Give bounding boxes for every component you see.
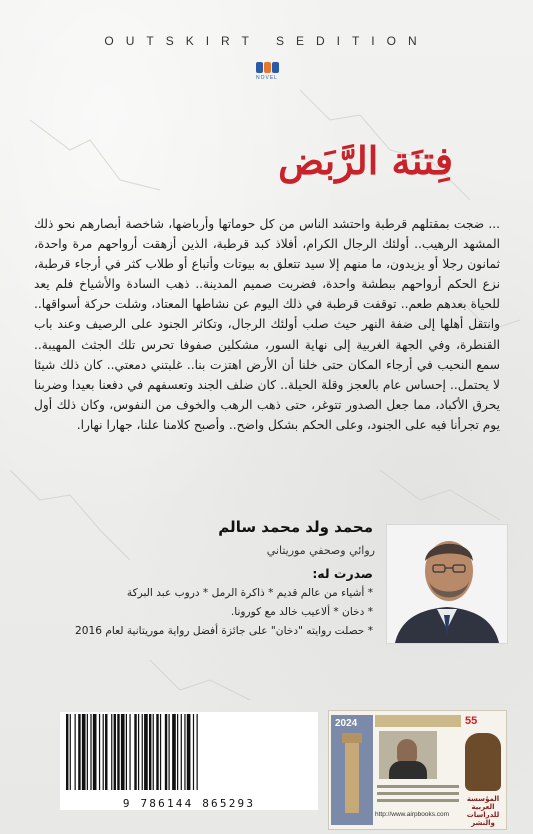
imprint-logo xyxy=(254,62,280,81)
yearbook-year: 2024 xyxy=(335,718,358,729)
publication-item: * حصلت روايته "دخان" على جائزة أفضل رواية موريتانية لعام 2016 xyxy=(75,625,373,637)
author-role: روائي وصحفي موريتاني xyxy=(266,544,375,557)
book-title: فِتنَة الرَّبَض xyxy=(278,138,453,183)
isbn-digits: 9 786144 865293 xyxy=(122,797,256,810)
author-portrait-image xyxy=(387,525,507,643)
back-cover-blurb xyxy=(34,214,500,435)
mask-artwork-image xyxy=(465,733,501,791)
imprint-logo-icon xyxy=(254,62,280,73)
blurb-text: ... ضجت بمقتلهم قرطبة واحتشد الناس من كل حوماتها وأرباضها، شاخصة أبصارهم نحو ذلك المشهد الرهيب.. أولئك الرجال الكرام، أفلاذ كبد قرطبة، الذين أزهقت أرواحهم مرة واحدة، ثمانون رجلا أو يزيدون، ما منهم إلا سيد تتعلق به بيوتات وأتباع أو طلاب كثر في أرجاء قرطبة، نزع الحكم أرواحهم ببطشة واحدة، فضربت صميم المدينة.. ذهب السادة والأشياخ فلم يعد للحياة بعدهم طعم.. توقفت قرطبة في ذلك اليوم عن نشاطها المعتاد، وشلت حركة أسواقها.. وانتقل أهلها إلى ضفة النهر حيث صلب أولئك الرجال، وتكاثر الجنود على الرصيف وعند باب القنطرة، وفي الجهة الغربية إلى نهاية السور، مشكلين صفوفا تحرس تلك الجثث المهيبة.. سمع النحيب في أرجاء المكان حتى خلنا أن الأرض اهتزت بنا.. غلبتني دمعتي.. كان ذلك شيئا لا يحتمل.. إحساس عام بالعجز وقلة الحيلة.. كان ضلف الجند وتعسفهم في دفعنا بعيدا وضربنا يحرق الأكباد، مما جعل الصدور تتوغر، حتى ذهب الرهب والخوف من النفوس، وكان ذلك أول يوم تجرأنا فيه على الجنود، وعلى الحكم بشكل واضح.. وأصبح كلامنا علنا، جهارا نهارا. xyxy=(34,217,500,432)
publisher-panel xyxy=(328,710,507,830)
publisher-website: http://www.airpbooks.com xyxy=(375,811,450,818)
yearbook-cover-image xyxy=(331,715,373,825)
publisher-name: المؤسسة العربية للدراسات والنشر xyxy=(466,795,500,827)
author-photo xyxy=(386,524,508,644)
publication-item: * أشياء من عالم قديم * ذاكرة الرمل * دروب عبد البركة xyxy=(126,587,373,599)
portrait-stamp-image xyxy=(379,731,437,779)
publisher-banner xyxy=(375,715,461,727)
barcode-bars xyxy=(66,714,312,790)
publications-list xyxy=(43,584,373,641)
publisher-address-lines xyxy=(377,785,459,806)
isbn-barcode xyxy=(60,712,318,810)
series-title: OUTSKIRT SEDITION xyxy=(104,34,429,48)
author-name: محمد ولد محمد سالم xyxy=(218,518,373,536)
publication-item: * دخان * ألاعيب خالد مع كورونا. xyxy=(230,606,373,618)
minaret-icon xyxy=(345,741,359,813)
publications-heading: صدرت له: xyxy=(312,566,373,581)
price-label: 55 xyxy=(465,715,478,727)
imprint-logo-text: NOVEL xyxy=(256,75,278,81)
